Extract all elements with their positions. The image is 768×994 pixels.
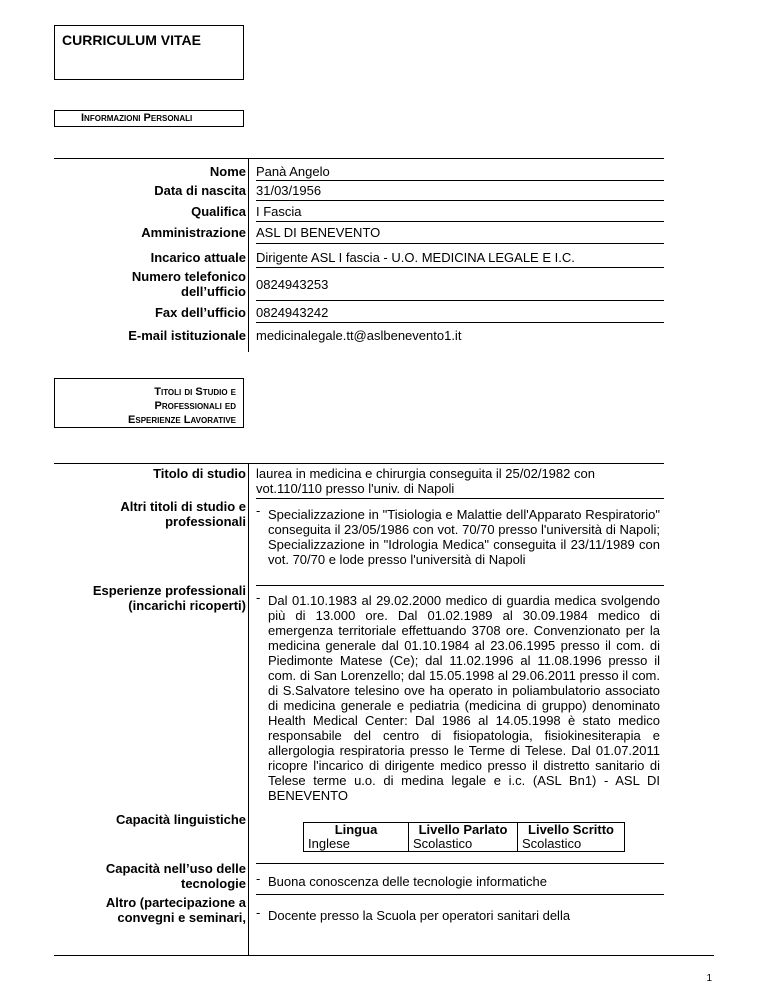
label-lingue: Capacità linguistiche	[115, 812, 246, 827]
value-amministrazione: ASL DI BENEVENTO	[256, 225, 381, 240]
table-rule	[54, 463, 664, 464]
row-rule	[256, 322, 664, 323]
bullet-dash: -	[256, 503, 261, 518]
value-qualifica: I Fascia	[256, 204, 302, 219]
header-lingua: Lingua	[304, 823, 409, 838]
label-nome: Nome	[209, 164, 246, 179]
cell-scritto: Scolastico	[518, 837, 625, 852]
section-line: Esperienze Lavorative	[128, 414, 236, 426]
row-rule	[256, 498, 664, 499]
header-scritto: Livello Scritto	[518, 823, 625, 838]
table-row	[304, 837, 625, 852]
value-altro: Docente presso la Scuola per operatori sanitari della	[268, 908, 571, 923]
section-line: Titoli di Studio e	[154, 386, 236, 398]
label-qualifica: Qualifica	[191, 204, 246, 219]
value-incarico: Dirigente ASL I fascia - U.O. MEDICINA LEGALE E I.C.	[256, 250, 575, 265]
label-fax: Fax dell’ufficio	[154, 305, 246, 320]
label-tecnologie: Capacità nell’uso delle tecnologie	[105, 861, 246, 891]
bullet-dash: -	[256, 905, 261, 920]
page-number: 1	[706, 973, 712, 984]
table-divider	[248, 463, 249, 955]
row-rule	[256, 267, 664, 268]
header-parlato: Livello Parlato	[409, 823, 518, 838]
value-tecnologie: Buona conoscenza delle tecnologie informatiche	[268, 874, 547, 889]
section-personal-info: Informazioni Personali	[54, 110, 244, 127]
bullet-dash: -	[256, 590, 261, 605]
value-data-nascita: 31/03/1956	[256, 183, 322, 198]
label-altro: Altro (partecipazione a convegni e seminari,	[105, 895, 246, 925]
cell-parlato: Scolastico	[409, 837, 518, 852]
language-table	[303, 822, 625, 852]
cell-lingua: Inglese	[304, 837, 409, 852]
value-telefono: 0824943253	[256, 277, 329, 292]
value-email: medicinalegale.tt@aslbenevento1.it	[256, 328, 462, 343]
cv-title: CURRICULUM VITAE	[54, 25, 244, 80]
table-divider	[248, 158, 249, 352]
row-rule	[256, 894, 664, 895]
row-rule	[256, 221, 664, 222]
label-altri-titoli: Altri titoli di studio e professionali	[120, 499, 246, 529]
label-titolo: Titolo di studio	[153, 466, 246, 481]
value-titolo: laurea in medicina e chirurgia conseguita il 25/02/1982 con vot.110/110 presso l'univ. di Napoli	[256, 466, 595, 496]
row-rule	[256, 243, 664, 244]
value-fax: 0824943242	[256, 305, 329, 320]
label-esperienze: Esperienze professionali (incarichi ricoperti)	[92, 583, 246, 613]
row-rule	[256, 863, 664, 864]
value-altri-titoli: Specializzazione in "Tisiologia e Malattie dell'Apparato Respiratorio" conseguita il 23/05/1986 con vot. 70/70 presso l'università di Napoli; Specializzazione in "Idrologia Medica" conseguita il 23/11/1989 con vot. 70/70 e lode presso l'università di Napoli	[268, 507, 660, 567]
row-rule	[256, 200, 664, 201]
label-data-nascita: Data di nascita	[154, 183, 246, 198]
table-rule	[54, 158, 664, 159]
row-rule	[256, 585, 664, 586]
label-telefono: Numero telefonico dell’ufficio	[131, 269, 246, 299]
label-incarico: Incarico attuale	[150, 250, 246, 265]
section-line: Professionali ed	[154, 400, 236, 412]
section-education	[54, 378, 244, 428]
table-header-row	[304, 823, 625, 838]
row-rule	[256, 300, 664, 301]
value-nome: Panà Angelo	[256, 164, 330, 179]
footer-rule	[54, 955, 714, 956]
label-email: E-mail istituzionale	[128, 328, 246, 343]
row-rule	[256, 180, 664, 181]
bullet-dash: -	[256, 871, 261, 886]
value-esperienze: Dal 01.10.1983 al 29.02.2000 medico di guardia medica svolgendo più di 13.000 ore. Dal 01.02.1989 al 30.09.1984 medico di emergenza territoriale effettuando 3708 ore. Convenzionato per la medicina generale dal 01.10.1984 al 23.06.1995 presso il com. di Piedimonte Matese (Ce); dal 11.02.1996 al 11.08.1996 presso il com. di San Lorenzello; dal 15.05.1998 al 29.06.2011 presso il com. di S.Salvatore telesino ove ha operato in poliambulatorio associato di medicina generale e pediatria (medicina di gruppo) denominato Health Medical Center: Dal 1986 al 14.05.1998 è stato medico responsabile del centro di fisiopatologia, fisiokinesiterapia e allergologia respiratoria presso le Terme di Telese. Dal 01.07.2011 ricopre l'incarico di dirigente medico presso il distretto sanitario di Telese terme u.o. di medina legale e i.c. (ASL Bn1) - ASL DI BENEVENTO	[268, 593, 660, 803]
label-amministrazione: Amministrazione	[141, 225, 246, 240]
